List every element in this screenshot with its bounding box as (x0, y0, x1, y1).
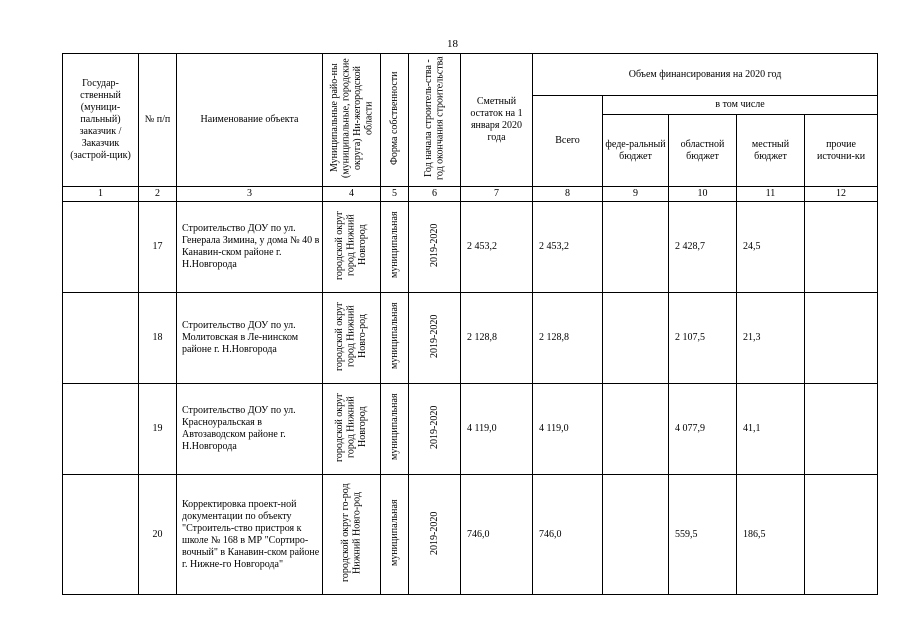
cell-customer (63, 475, 139, 595)
header-total: Всего (533, 96, 603, 187)
column-number: 6 (409, 187, 461, 202)
cell-regional: 2 107,5 (669, 293, 737, 384)
table-row (63, 384, 878, 475)
cell-balance: 2 128,8 (461, 293, 533, 384)
cell-total: 4 119,0 (533, 384, 603, 475)
cell-district: городской округ город Нижний Новго-род (323, 293, 381, 384)
column-number: 10 (669, 187, 737, 202)
header-financing: Объем финансирования на 2020 год (533, 54, 878, 96)
column-number: 11 (737, 187, 805, 202)
cell-ownership: муниципальная (381, 475, 409, 595)
header-ownership: Форма собственности (381, 54, 409, 187)
cell-federal (603, 384, 669, 475)
header-balance: Сметный остаток на 1 января 2020 года (461, 54, 533, 187)
cell-ownership: муниципальная (381, 202, 409, 293)
cell-local: 41,1 (737, 384, 805, 475)
cell-regional: 2 428,7 (669, 202, 737, 293)
table-row (63, 475, 878, 595)
column-number-row (63, 187, 878, 202)
cell-years: 2019-2020 (409, 202, 461, 293)
table-row (63, 202, 878, 293)
cell-number: 18 (139, 293, 177, 384)
cell-federal (603, 293, 669, 384)
cell-object-name: Строительство ДОУ по ул. Молитовская в Ле-нинском районе г. Н.Новгорода (177, 293, 323, 384)
cell-customer (63, 202, 139, 293)
page-number: 18 (447, 38, 458, 50)
cell-total: 2 453,2 (533, 202, 603, 293)
table-row (63, 293, 878, 384)
cell-other (805, 384, 878, 475)
column-number: 7 (461, 187, 533, 202)
header-local: местный бюджет (737, 115, 805, 187)
cell-years: 2019-2020 (409, 293, 461, 384)
cell-customer (63, 293, 139, 384)
header-regional: областной бюджет (669, 115, 737, 187)
header-number: № п/п (139, 54, 177, 187)
cell-local: 186,5 (737, 475, 805, 595)
column-number: 12 (805, 187, 878, 202)
cell-number: 20 (139, 475, 177, 595)
cell-number: 19 (139, 384, 177, 475)
cell-district: городской округ город Нижний Новгород (323, 202, 381, 293)
column-number: 8 (533, 187, 603, 202)
header-object-name: Наименование объекта (177, 54, 323, 187)
header-customer: Государ-ственный (муници-пальный) заказчик / Заказчик (застрой-щик) (63, 54, 139, 187)
cell-local: 24,5 (737, 202, 805, 293)
cell-federal (603, 202, 669, 293)
header-years: Год начала строитель-ства - год окончания строительства (409, 54, 461, 187)
cell-local: 21,3 (737, 293, 805, 384)
cell-total: 2 128,8 (533, 293, 603, 384)
cell-object-name: Корректировка проект-ной документации по объекту "Строитель-ство пристроя к школе № 168 в МР "Сортиро-вочный" в Канавин-ском районе г. Нижне-го Новгорода" (177, 475, 323, 595)
cell-customer (63, 384, 139, 475)
cell-federal (603, 475, 669, 595)
column-number: 9 (603, 187, 669, 202)
cell-regional: 4 077,9 (669, 384, 737, 475)
cell-number: 17 (139, 202, 177, 293)
cell-object-name: Строительство ДОУ по ул. Красноуральская в Автозаводском районе г. Н.Новгорода (177, 384, 323, 475)
header-district: Муниципальные райо-ны (муниципальные, городские округа) Ни-жегородской области (323, 54, 381, 187)
cell-district: городской округ го-род Нижний Новго-род (323, 475, 381, 595)
cell-district: городской округ город Нижний Новгород (323, 384, 381, 475)
cell-years: 2019-2020 (409, 475, 461, 595)
cell-object-name: Строительство ДОУ по ул. Генерала Зимина, у дома № 40 в Канавин-ском районе г. Н.Новгорода (177, 202, 323, 293)
column-number: 5 (381, 187, 409, 202)
cell-other (805, 293, 878, 384)
financing-table (62, 53, 878, 595)
cell-other (805, 202, 878, 293)
cell-balance: 4 119,0 (461, 384, 533, 475)
cell-balance: 2 453,2 (461, 202, 533, 293)
cell-regional: 559,5 (669, 475, 737, 595)
column-number: 2 (139, 187, 177, 202)
cell-balance: 746,0 (461, 475, 533, 595)
header-including: в том числе (603, 96, 878, 115)
column-number: 3 (177, 187, 323, 202)
column-number: 4 (323, 187, 381, 202)
header-federal: феде-ральный бюджет (603, 115, 669, 187)
column-number: 1 (63, 187, 139, 202)
header-other: прочие источни-ки (805, 115, 878, 187)
cell-total: 746,0 (533, 475, 603, 595)
cell-ownership: муниципальная (381, 293, 409, 384)
cell-ownership: муниципальная (381, 384, 409, 475)
cell-other (805, 475, 878, 595)
cell-years: 2019-2020 (409, 384, 461, 475)
